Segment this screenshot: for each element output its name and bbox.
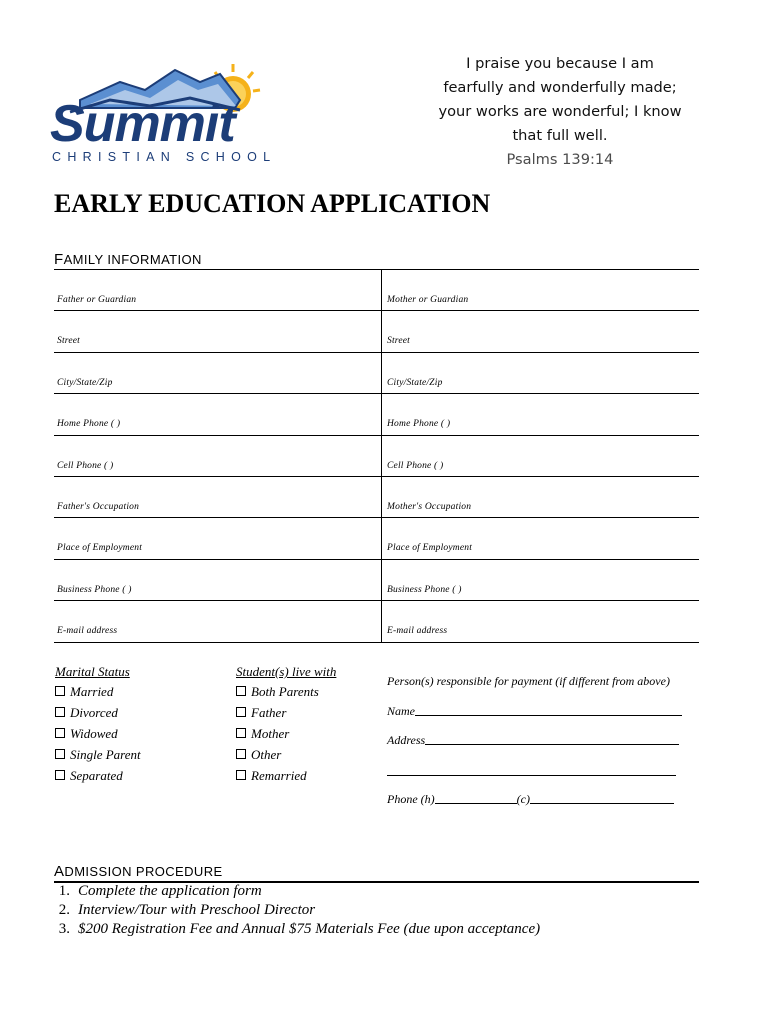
column-divider xyxy=(381,269,382,642)
field-label-right[interactable]: City/State/Zip xyxy=(387,377,443,388)
admission-step: 3. $200 Registration Fee and Annual $75 Materials Fee (due upon acceptance) xyxy=(58,921,541,937)
verse-line: I praise you because I am xyxy=(466,55,654,72)
field-label-left[interactable]: Father's Occupation xyxy=(57,502,140,512)
field-label-left[interactable]: Street xyxy=(57,336,81,347)
payment-name-field[interactable]: Name xyxy=(387,704,682,719)
checkbox-father[interactable]: Father xyxy=(236,705,286,721)
field-label-right[interactable]: Business Phone ( ) xyxy=(387,584,462,595)
bible-verse xyxy=(425,52,695,172)
lives-with-heading: Student(s) live with xyxy=(236,664,337,679)
field-row-line xyxy=(54,600,699,601)
checkbox-other[interactable]: Other xyxy=(236,747,281,763)
field-row-line xyxy=(54,517,699,518)
field-label-left[interactable]: Place of Employment xyxy=(57,543,143,554)
logo-subtitle: CHRISTIAN SCHOOL xyxy=(52,150,277,164)
checkbox-both-parents[interactable]: Both Parents xyxy=(236,684,319,700)
admission-heading: ADMISSION PROCEDURE xyxy=(54,863,223,880)
admission-step: 2. Interview/Tour with Preschool Director xyxy=(58,902,316,918)
admission-step: 1. Complete the application form xyxy=(58,883,262,899)
school-logo xyxy=(50,60,277,170)
address-blank[interactable] xyxy=(425,733,679,745)
checkbox-single-parent[interactable]: Single Parent xyxy=(55,747,141,763)
payment-address-field[interactable]: Address xyxy=(387,733,679,748)
verse-line: fearfully and wonderfully made; xyxy=(443,79,677,96)
checkbox-mother[interactable]: Mother xyxy=(236,726,289,742)
name-blank[interactable] xyxy=(415,704,682,716)
field-row-line xyxy=(54,352,699,353)
field-label-right[interactable]: Street xyxy=(387,336,411,347)
field-row-line xyxy=(54,642,699,643)
field-label-right[interactable]: Mother or Guardian xyxy=(387,295,469,305)
field-row-line xyxy=(54,393,699,394)
checkbox-divorced[interactable]: Divorced xyxy=(55,705,118,721)
field-label-left[interactable]: Business Phone ( ) xyxy=(57,584,132,595)
field-row-line xyxy=(54,476,699,477)
checkbox-widowed[interactable]: Widowed xyxy=(55,726,118,742)
phone-c-blank[interactable] xyxy=(530,792,674,804)
marital-status-heading: Marital Status xyxy=(55,664,130,679)
verse-reference: Psalms 139:14 xyxy=(506,151,614,168)
field-label-right[interactable]: E-mail address xyxy=(387,626,448,637)
payment-heading: Person(s) responsible for payment (if different from above) xyxy=(387,674,670,688)
checkbox-married[interactable]: Married xyxy=(55,684,113,700)
field-label-left[interactable]: Father or Guardian xyxy=(57,295,137,305)
field-label-left[interactable]: Cell Phone ( ) xyxy=(57,460,114,471)
field-label-right[interactable]: Mother's Occupation xyxy=(387,502,472,512)
checkbox-separated[interactable]: Separated xyxy=(55,768,123,784)
logo-wordmark: Summit xyxy=(50,95,235,153)
field-row-line xyxy=(54,435,699,436)
field-label-right[interactable]: Place of Employment xyxy=(387,543,473,554)
field-row-line xyxy=(54,559,699,560)
field-label-right[interactable]: Cell Phone ( ) xyxy=(387,460,444,471)
payment-phone-field[interactable]: Phone (h) (c) xyxy=(387,792,674,807)
field-label-right[interactable]: Home Phone ( ) xyxy=(387,419,451,430)
field-label-left[interactable]: Home Phone ( ) xyxy=(57,419,121,430)
field-label-left[interactable]: City/State/Zip xyxy=(57,377,113,388)
field-row-line xyxy=(54,310,699,311)
verse-line: that full well. xyxy=(512,127,608,144)
field-label-left[interactable]: E-mail address xyxy=(57,626,118,637)
address-line-2[interactable] xyxy=(387,775,676,776)
page-title: EARLY EDUCATION APPLICATION xyxy=(54,189,491,218)
checkbox-remarried[interactable]: Remarried xyxy=(236,768,307,784)
phone-h-blank[interactable] xyxy=(435,792,517,804)
section-divider xyxy=(54,269,699,270)
family-info-heading: FAMILY INFORMATION xyxy=(54,251,202,268)
verse-line: your works are wonderful; I know xyxy=(438,103,682,120)
